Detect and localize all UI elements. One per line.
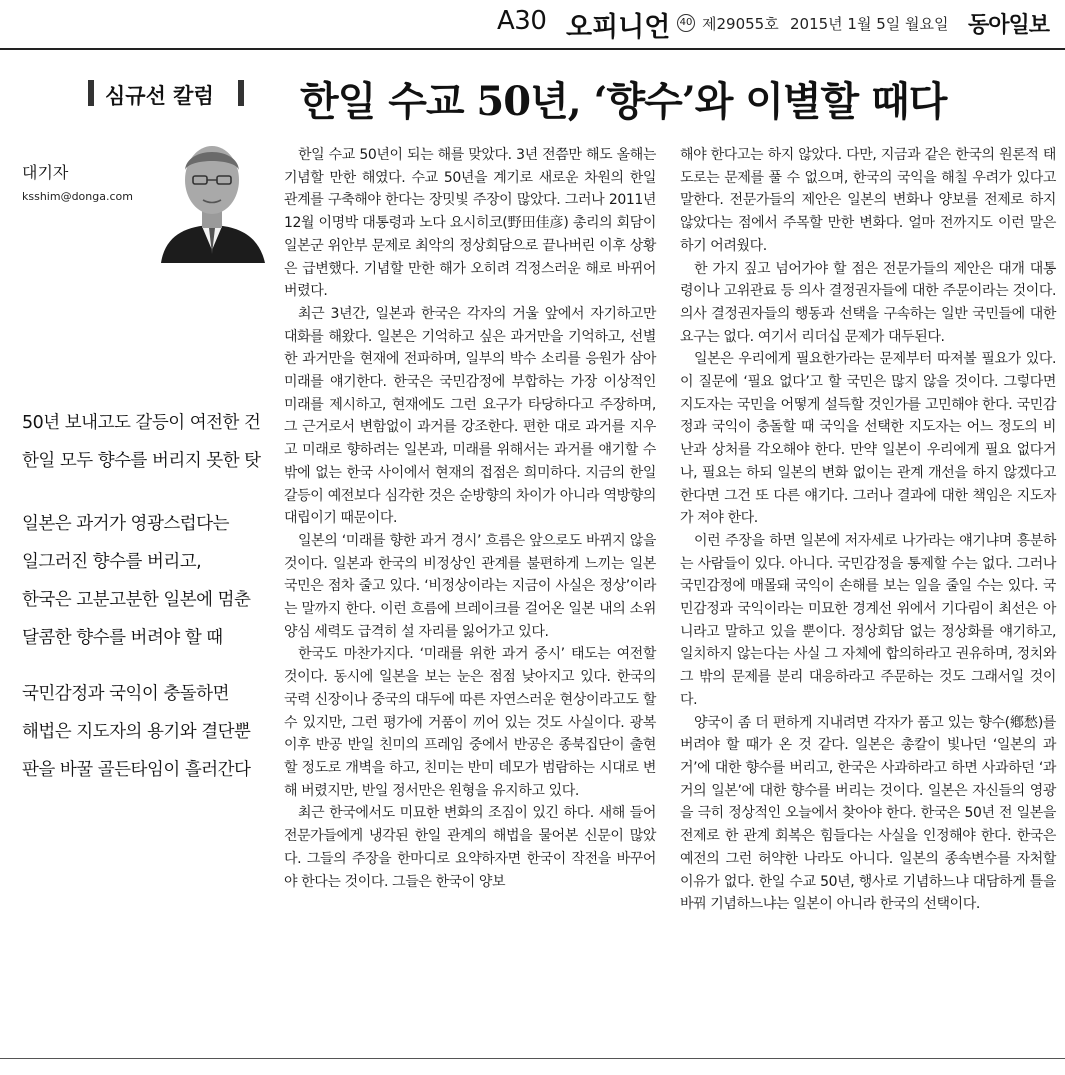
pullquote-line: 판을 바꿀 골든타임이 흘러간다 xyxy=(22,760,251,780)
issue-number: 제29055호 xyxy=(702,15,779,33)
section-title: 오피니언 xyxy=(566,12,671,43)
author-email: ksshim@donga.com xyxy=(22,190,133,203)
pullquote-line: 국민감정과 국익이 충돌하면 xyxy=(22,684,229,704)
pullquote-line: 50년 보내고도 갈등이 여전한 건 xyxy=(22,413,261,433)
pullquote-1 xyxy=(22,404,272,480)
pullquote-line: 해법은 지도자의 용기와 결단뿐 xyxy=(22,722,251,742)
body-paragraph: 일본의 ‘미래를 향한 과거 경시’ 흐름은 앞으로도 바뀌지 않을 것이다. 일본과 한국의 비정상인 관계를 불편하게 느끼는 일본 국민은 점차 줄고 있다. ‘비정상이라는 지금이 사실은 정상’이라는 말까지 한다. 이런 흐름에 브레이크를 걸어온 일본 내의 소위 양심 세력도 급격히 설 자리를 잃어가고 있다. xyxy=(284,532,656,640)
masthead xyxy=(0,0,1065,48)
body-paragraph: 한일 수교 50년이 되는 해를 맞았다. 3년 전쯤만 해도 올해는 기념할 만한 해였다. 수교 50년을 계기로 새로운 차원의 한일 관계를 구축해야 한다는 장밋빛 주장이 많았다. 그러나 2011년 12월 이명박 대통령과 노다 요시히코(野田佳彦) 총리의 회담이 일본군 위안부 문제로 최악의 정상회담으로 끝나버린 이후 상황은 급변했다. 기념할 만한 해가 오히려 걱정스러운 해로 바뀌어 버렸다. xyxy=(284,147,656,300)
body-column-2 xyxy=(680,144,1056,916)
column-label-text: 심규선 칼럼 xyxy=(105,84,214,108)
footer-rule xyxy=(0,1058,1065,1059)
body-paragraph: 이런 주장을 하면 일본에 저자세로 나가라는 얘기냐며 흥분하는 사람들이 있다. 아니다. 국민감정을 통제할 수는 없다. 그러나 국민감정에 매몰돼 국익이 손해를 보는 일을 줄일 수는 있다. 국민감정과 국익이라는 미묘한 경계선 위에서 기다림이 최선은 아니라고 말하고 있을 뿐이다. 정상회담 없는 정상화를 얘기하고, 일치하지 않는다는 사실 그 자체에 합의하라고 권유하며, 정치와 그 밖의 문제를 분리 대응하라고 주문하는 것도 그래서일 것이다. xyxy=(680,532,1056,708)
pullquote-line: 한국은 고분고분한 일본에 멈춘 xyxy=(22,590,251,610)
pullquote-2 xyxy=(22,505,272,657)
body-paragraph: 한 가지 짚고 넘어가야 할 점은 전문가들의 제안은 대개 대통령이나 고위관료 등 의사 결정권자들에 대한 주문이라는 것이다. 의사 결정권자들의 행동과 선택을 구속하는 일반 국민들에 대한 요구는 없다. 여기서 리더십 문제가 대두된다. xyxy=(680,260,1056,345)
page-number: A30 xyxy=(497,6,547,36)
body-paragraph: 한국도 마찬가지다. ‘미래를 위한 과거 중시’ 태도는 여전할 것이다. 동시에 일본을 보는 눈은 점점 낮아지고 있다. 한국의 국력 신장이나 중국의 대두에 따른 자연스러운 현상이라고도 할 수 있지만, 그런 평가에 거품이 끼어 있는 것도 사실이다. 광복 이후 반공 반일 친미의 프레임 중에서 반공은 종북집단이 출현할 정도로 개벽을 하고, 친미는 반미 데모가 범람하는 시대로 변해 버렸지만, 반일 정서만은 원형을 유지하고 있다. xyxy=(284,646,656,799)
body-paragraph: 최근 3년간, 일본과 한국은 각자의 거울 앞에서 자기하고만 대화를 해왔다. 일본은 기억하고 싶은 과거만을 기억하고, 선별한 과거만을 현재에 전파하며, 일부의 박수 소리를 응원가 삼아 미래를 얘기한다. 한국은 국민감정에 부합하는 가장 이상적인 미래를 제시하고, 현재에도 그런 요구가 타당하다고 주장하며, 그 근거로서 변함없이 과거를 강조한다. 편한 대로 과거를 지우고 미래로 향하려는 일본과, 미래를 위해서는 과거를 얘기할 수밖에 없는 한국 사이에서 현재의 접점은 희미하다. 지금의 한일 갈등이 예전보다 심각한 것은 순방향의 차이가 아니라 역방향의 대립이기 때문이다. xyxy=(284,305,656,527)
author-name: 대기자 xyxy=(22,163,69,182)
portrait-illustration xyxy=(157,128,267,263)
label-bar-left xyxy=(88,80,94,106)
body-paragraph: 일본은 우리에게 필요한가라는 문제부터 따져볼 필요가 있다. 이 질문에 ‘필요 없다’고 할 국민은 많지 않을 것이다. 그렇다면 지도자는 국민을 어떻게 설득할 것인가를 고민해야 한다. 국민감정과 국익이 충돌할 때 국익을 선택한 지도자는 어느 정도의 비난과 상처를 각오해야 한다. 만약 일본이 우리에게 필요 없다거나, 필요는 하되 일본의 변화 없이는 관계 개선을 하지 않겠다고 한다면 그건 또 다른 얘기다. 그러나 결과에 대한 책임은 지도자가 져야 한다. xyxy=(680,351,1056,527)
body-paragraph: 양국이 좀 더 편하게 지내려면 각자가 품고 있는 향수(鄕愁)를 버려야 할 때가 온 것 같다. 일본은 총칼이 빛나던 ‘일본의 과거’에 대한 향수를 버리고, 한국은 사과하라고 하면 사과하던 ‘과거의 일본’에 대한 향수를 버리는 것이다. 일본은 자신들의 영광을 극히 정상적인 오늘에서 찾아야 한다. 한국은 50년 전 일본을 전제로 한 관계 회복은 힘들다는 사실을 인정해야 한다. 한국은 예전의 그런 허약한 나라도 아니다. 일본의 종속변수를 자처할 이유가 없다. 한일 수교 50년, 행사로 기념하느냐 대담하게 틀을 바꿔 기념하느냐는 일본이 아니라 한국의 선택이다. xyxy=(680,714,1056,913)
pullquote-line: 일그러진 향수를 버리고, xyxy=(22,552,202,572)
publication-date: 2015년 1월 5일 월요일 xyxy=(790,15,949,33)
pullquote-line: 한일 모두 향수를 버리지 못한 탓 xyxy=(22,451,261,471)
newspaper-logo: 동아일보 xyxy=(968,13,1050,38)
pullquote-3 xyxy=(22,675,272,789)
pullquote-line: 달콤한 향수를 버려야 할 때 xyxy=(22,628,223,648)
headline: 한일 수교 50년, ‘향수’와 이별할 때다 xyxy=(300,78,947,125)
body-paragraph: 최근 한국에서도 미묘한 변화의 조짐이 있긴 하다. 새해 들어 전문가들에게 냉각된 한일 관계의 해법을 물어본 신문이 많았다. 그들의 주장을 한마디로 요약하자면 한국이 작전을 바꾸어야 한다는 것이다. 그들은 한국이 양보 xyxy=(284,805,656,890)
author-portrait xyxy=(157,128,267,263)
page-circle-number: 40 xyxy=(677,14,695,32)
body-column-1 xyxy=(284,144,656,893)
body-paragraph-continued: 해야 한다고는 하지 않았다. 다만, 지금과 같은 한국의 원론적 태도로는 문제를 풀 수 없으며, 한국의 국익을 해칠 우려가 있다고 말한다. 전문가들의 제안은 일본의 변화나 양보를 전제로 하지 않았다는 점에서 주목할 만한 변화다. 얼마 전까지도 이런 말은 하기 어려웠다. xyxy=(680,147,1056,254)
header-rule xyxy=(0,48,1065,50)
label-bar-right xyxy=(238,80,244,106)
pullquote-line: 일본은 과거가 영광스럽다는 xyxy=(22,514,229,534)
